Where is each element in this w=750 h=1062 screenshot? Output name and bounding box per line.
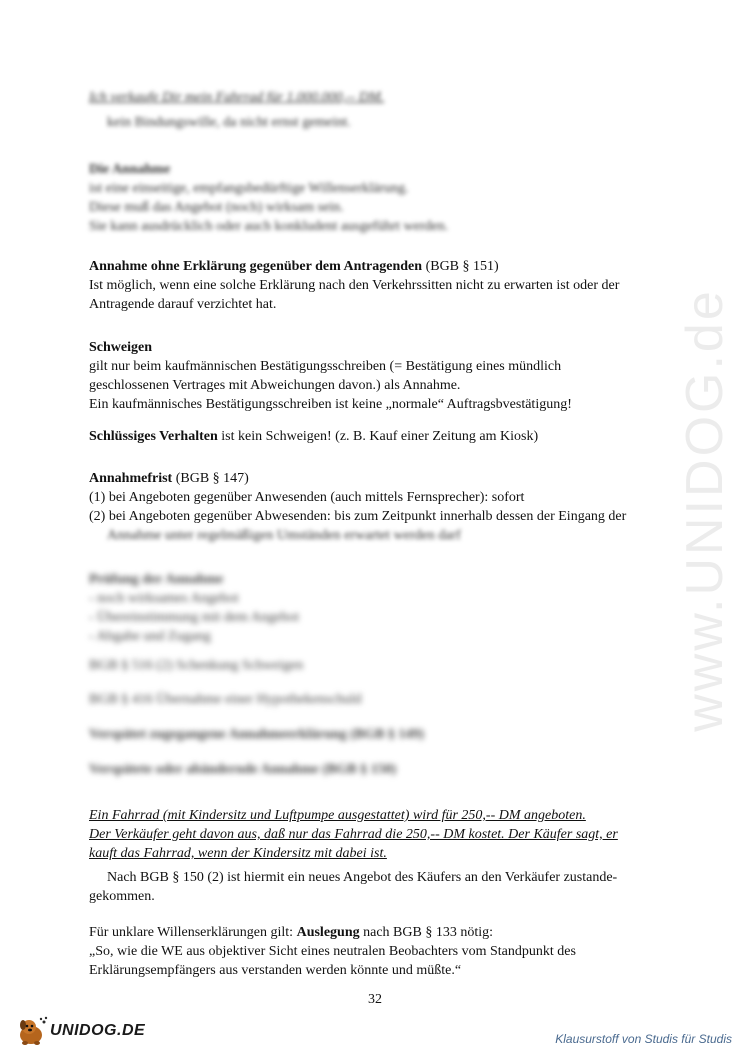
- footer-logo: [14, 1016, 145, 1046]
- blurred-heading: Prüfung der Annahme: [89, 572, 224, 587]
- blurred-heading: Die Annahme: [89, 162, 171, 177]
- blurred-ref: BGB § 416 Übernahme einer Hypothekenschuld: [89, 692, 362, 707]
- section-heading: [89, 257, 689, 276]
- example-line: Der Verkäufer geht davon aus, daß nur das Fahrrad die 250,-- DM kostet. Der Käufer sagt, er: [89, 827, 618, 842]
- section-heading: Schweigen: [89, 340, 152, 355]
- section-heading: Annahmefrist (BGB § 147): [89, 471, 249, 486]
- example-case: [89, 806, 689, 863]
- blurred-bullet: - noch wirksames Angebot: [89, 591, 239, 606]
- list-item: (2) bei Angeboten gegenüber Abwesenden: bis zum Zeitpunkt innerhalb dessen der Eingang der: [89, 509, 627, 524]
- paragraph-line: Für unklare Willenserklärungen gilt: Auslegung nach BGB § 133 nötig:: [89, 925, 493, 940]
- section-bgb-150: [89, 868, 689, 906]
- blurred-example-note: kein Bindungswille, da nicht ernst gemeint.: [107, 115, 351, 130]
- page-number: 32: [368, 992, 382, 1007]
- section-annahme-ohne-erklaerung: [89, 257, 689, 314]
- paragraph-line: geschlossenen Vertrages mit Abweichungen davon.) als Annahme.: [89, 378, 461, 393]
- list-item-continuation: Annahme unter regelmäßigen Umständen erwartet werden darf: [107, 528, 461, 543]
- blurred-line: Sie kann ausdrücklich oder auch konkludent ausgeführt werden.: [89, 219, 449, 234]
- section-auslegung: [89, 923, 689, 980]
- example-line: kauft das Fahrrad, wenn der Kindersitz mit dabei ist.: [89, 846, 387, 861]
- blurred-line: ist eine einseitige, empfangsbedürftige Willenserklärung.: [89, 181, 409, 196]
- blurred-die-annahme: [89, 160, 689, 236]
- blurred-bullet: - Übereinstimmung mit dem Angebot: [89, 610, 299, 625]
- paragraph-line: gekommen.: [89, 889, 155, 904]
- dog-mascot-icon: [14, 1016, 48, 1046]
- blurred-example-top: [89, 88, 689, 132]
- paragraph-line: Nach BGB § 150 (2) ist hiermit ein neues Angebot des Käufers an den Verkäufer zustande-: [107, 870, 618, 885]
- paragraph-line: Schlüssiges Verhalten ist kein Schweigen! (z. B. Kauf einer Zeitung am Kiosk): [89, 429, 539, 444]
- quote-line: Erklärungsempfängers aus verstanden werden könnte und müßte.“: [89, 963, 462, 978]
- watermark-text: www.UNIDOG.de: [676, 288, 734, 732]
- footer-tagline: Klausurstoff von Studis für Studis: [555, 1032, 732, 1046]
- heading-ref: (BGB § 151): [425, 259, 499, 274]
- footer-brand: UNIDOG.DE: [50, 1022, 146, 1039]
- blurred-ref: Verspätete oder abändernde Annahme (BGB § 150): [89, 762, 397, 777]
- quote-line: „So, wie die WE aus objektiver Sicht eines neutralen Beobachters vom Standpunkt des: [89, 944, 576, 959]
- paragraph-line: gilt nur beim kaufmännischen Bestätigungsschreiben (= Bestätigung eines mündlich: [89, 359, 562, 374]
- paragraph-line: Ist möglich, wenn eine solche Erklärung nach den Verkehrssitten nicht zu erwarten ist oder der: [89, 278, 620, 293]
- section-schluessiges-verhalten: [89, 427, 689, 446]
- example-line: Ein Fahrrad (mit Kindersitz und Luftpumpe ausgestattet) wird für 250,-- DM angeboten.: [89, 808, 586, 823]
- blurred-bullet: - Abgabe und Zugang: [89, 629, 211, 644]
- section-schweigen: [89, 338, 689, 414]
- list-item: (1) bei Angeboten gegenüber Anwesenden (auch mittels Fernsprecher): sofort: [89, 490, 525, 505]
- blurred-ref: BGB § 516 (2) Schenkung Schweigen: [89, 658, 304, 673]
- blurred-example-line: Ich verkaufe Dir mein Fahrrad für 1.000.000,-- DM.: [89, 90, 385, 105]
- blurred-line: Diese muß das Angebot (noch) wirksam sein.: [89, 200, 344, 215]
- section-annahmefrist: [89, 469, 689, 545]
- paragraph-line: Ein kaufmännisches Bestätigungsschreiben ist keine „normale“ Auftragsbvestätigung!: [89, 397, 572, 412]
- blurred-ref: Verspätet zugegangene Annahmeerklärung (BGB § 149): [89, 727, 425, 742]
- heading-bold: Annahme ohne Erklärung gegenüber dem Antragenden: [89, 259, 423, 274]
- blurred-pruefung: [89, 570, 689, 646]
- paragraph-line: Antragende darauf verzichtet hat.: [89, 297, 277, 312]
